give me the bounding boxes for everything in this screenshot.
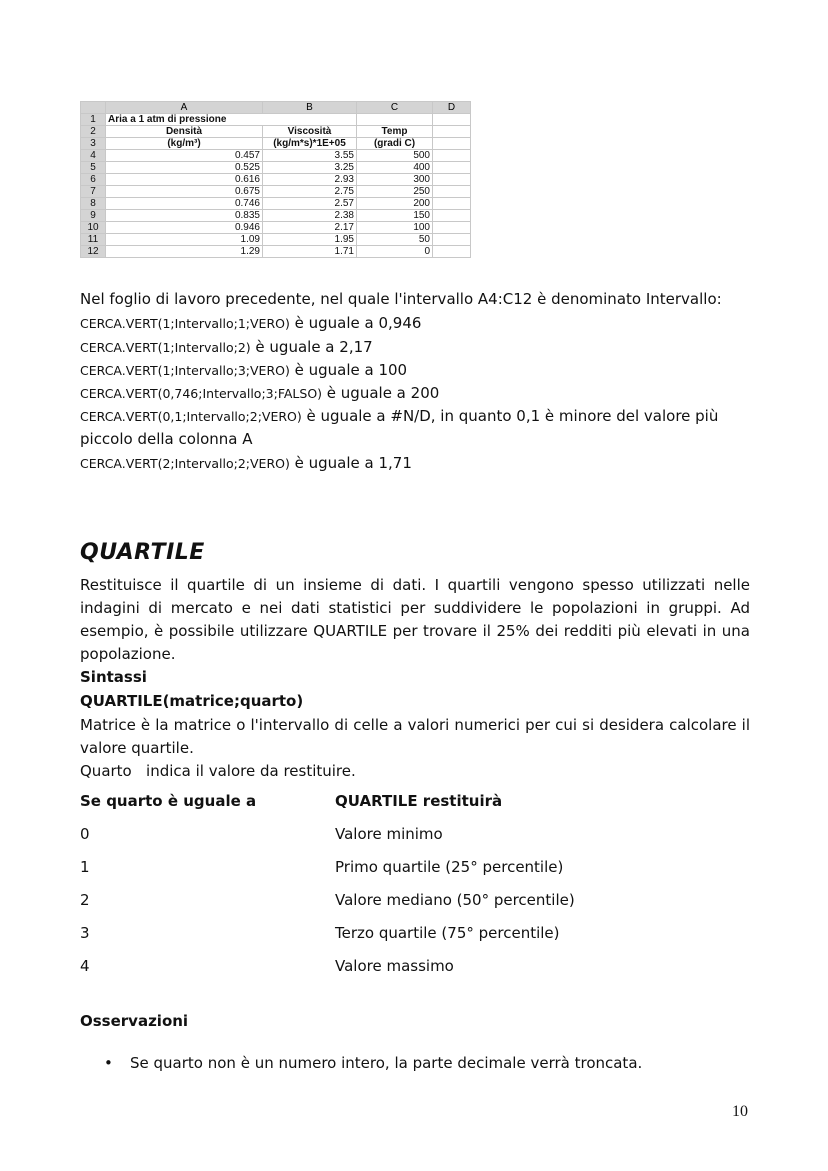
section-title: QUARTILE: [80, 540, 205, 565]
cell: [433, 138, 471, 150]
quarto-value: 1: [80, 858, 90, 876]
cell-density: 0.746: [106, 198, 263, 210]
matrice-description: Matrice è la matrice o l'intervallo di celle a valori numerici per cui si desidera calcolare il valore quartile.: [80, 716, 750, 757]
example-line: [80, 452, 750, 475]
cell-viscosity: 2.38: [263, 210, 357, 222]
observation-item: Se quarto non è un numero intero, la parte decimale verrà troncata.: [130, 1054, 643, 1072]
unit-cell-viscosity: (kg/m*s)*1E+05: [263, 138, 357, 150]
formula-text: CERCA.VERT(0,746;Intervallo;3;FALSO): [80, 386, 323, 401]
table-row: [81, 222, 471, 234]
cell-temp: 100: [357, 222, 433, 234]
column-header-d: D: [433, 102, 471, 114]
unit-cell-temp: (gradi C): [357, 138, 433, 150]
column-header-c: C: [357, 102, 433, 114]
result-text: piccolo della colonna A: [80, 430, 253, 448]
row-header: 4: [81, 150, 106, 162]
cell-viscosity: 2.17: [263, 222, 357, 234]
header-cell-density: Densità: [106, 126, 263, 138]
quartile-result: Valore mediano (50° percentile): [335, 891, 575, 909]
corner-cell: [81, 102, 106, 114]
bullet-icon: •: [104, 1054, 113, 1072]
row-header: 8: [81, 198, 106, 210]
table-row: [81, 150, 471, 162]
result-text: è uguale a 2,17: [250, 338, 373, 356]
formula-text: CERCA.VERT(2;Intervallo;2;VERO): [80, 456, 290, 471]
quarto-value: 4: [80, 957, 90, 975]
sheet-title-cell: Aria a 1 atm di pressione: [106, 114, 357, 126]
formula-text: CERCA.VERT(0,1;Intervallo;2;VERO): [80, 409, 302, 424]
example-line: [80, 428, 750, 451]
quarto-value: 3: [80, 924, 90, 942]
header-cell-temp: Temp: [357, 126, 433, 138]
table-row: [81, 210, 471, 222]
syntax-text: QUARTILE(matrice;quarto): [80, 692, 304, 710]
result-text: è uguale a 100: [289, 361, 408, 379]
cell: [433, 126, 471, 138]
table-row: [81, 174, 471, 186]
quarto-value: 2: [80, 891, 90, 909]
syntax-label: Sintassi: [80, 668, 147, 686]
cell: [433, 210, 471, 222]
row-header: 9: [81, 210, 106, 222]
quartile-result: Primo quartile (25° percentile): [335, 858, 564, 876]
column-header-a: A: [106, 102, 263, 114]
cell: [433, 246, 471, 258]
cell-density: 1.09: [106, 234, 263, 246]
intro-text: Nel foglio di lavoro precedente, nel quale l'intervallo A4:C12 è denominato Intervallo:: [80, 290, 722, 308]
cell: [433, 222, 471, 234]
cell-density: 0.616: [106, 174, 263, 186]
column-header-row: [81, 102, 471, 114]
page-number: 10: [732, 1103, 748, 1120]
table-row: [80, 957, 680, 981]
cell: [433, 150, 471, 162]
cell-temp: 300: [357, 174, 433, 186]
table-row: [80, 825, 680, 849]
row-header: 6: [81, 174, 106, 186]
cell-viscosity: 1.71: [263, 246, 357, 258]
quartile-result: Terzo quartile (75° percentile): [335, 924, 560, 942]
cell-density: 0.457: [106, 150, 263, 162]
cell: [433, 186, 471, 198]
row-header: 2: [81, 126, 106, 138]
header-result: QUARTILE restituirà: [335, 792, 503, 810]
formula-text: CERCA.VERT(1;Intervallo;2): [80, 340, 251, 355]
table-row: [81, 138, 471, 150]
table-row: [81, 198, 471, 210]
table-row: [81, 126, 471, 138]
cell: [357, 114, 433, 126]
formula-text: CERCA.VERT(1;Intervallo;3;VERO): [80, 363, 290, 378]
header-cell-viscosity: Viscosità: [263, 126, 357, 138]
row-header: 12: [81, 246, 106, 258]
example-line: [80, 312, 750, 335]
row-header: 3: [81, 138, 106, 150]
spreadsheet-table: [80, 101, 471, 258]
cell-temp: 200: [357, 198, 433, 210]
cell: [433, 162, 471, 174]
cell-viscosity: 3.25: [263, 162, 357, 174]
table-row: [80, 924, 680, 948]
cell-temp: 250: [357, 186, 433, 198]
cell-temp: 0: [357, 246, 433, 258]
example-line: [80, 359, 750, 382]
cell-density: 0.675: [106, 186, 263, 198]
result-text: è uguale a 200: [322, 384, 440, 402]
cell: [433, 234, 471, 246]
formula-text: CERCA.VERT(1;Intervallo;1;VERO): [80, 316, 290, 331]
example-line: [80, 405, 750, 428]
column-header-b: B: [263, 102, 357, 114]
cell-viscosity: 3.55: [263, 150, 357, 162]
cell-viscosity: 2.57: [263, 198, 357, 210]
unit-cell-density: (kg/m³): [106, 138, 263, 150]
quarto-value: 0: [80, 825, 90, 843]
quartile-table-header: [80, 792, 680, 816]
example-line: [80, 336, 750, 359]
table-row: [81, 234, 471, 246]
row-header: 7: [81, 186, 106, 198]
row-header: 5: [81, 162, 106, 174]
table-row: [81, 186, 471, 198]
description-paragraph: Restituisce il quartile di un insieme di dati. I quartili vengono spesso utilizzati nelle indagini di mercato e nei dati statistici per suddividere le popolazioni in gruppi. Ad esempio, è possibile utilizzare QUARTILE per trovare il 25% dei redditi più elevati in una popolazione.: [80, 576, 750, 663]
cell-density: 1.29: [106, 246, 263, 258]
cell-temp: 500: [357, 150, 433, 162]
cell-density: 0.835: [106, 210, 263, 222]
table-row: [80, 858, 680, 882]
cell-temp: 400: [357, 162, 433, 174]
cell-viscosity: 2.93: [263, 174, 357, 186]
result-text: è uguale a 0,946: [289, 314, 422, 332]
cell: [433, 198, 471, 210]
result-text: è uguale a #N/D, in quanto 0,1 è minore del valore più: [301, 407, 719, 425]
result-text: è uguale a 1,71: [289, 454, 412, 472]
cell: [433, 114, 471, 126]
table-row: [81, 162, 471, 174]
header-quarto: Se quarto è uguale a: [80, 792, 257, 810]
row-header: 1: [81, 114, 106, 126]
table-row: [81, 114, 471, 126]
quartile-result: Valore massimo: [335, 957, 454, 975]
row-header: 11: [81, 234, 106, 246]
cell: [433, 174, 471, 186]
observations-title: Osservazioni: [80, 1012, 189, 1030]
cell-density: 0.946: [106, 222, 263, 234]
cell-density: 0.525: [106, 162, 263, 174]
cell-temp: 150: [357, 210, 433, 222]
quarto-description: Quarto indica il valore da restituire.: [80, 762, 356, 780]
example-line: [80, 382, 750, 405]
table-row: [81, 246, 471, 258]
row-header: 10: [81, 222, 106, 234]
cell-viscosity: 1.95: [263, 234, 357, 246]
cell-viscosity: 2.75: [263, 186, 357, 198]
quartile-result: Valore minimo: [335, 825, 443, 843]
cell-temp: 50: [357, 234, 433, 246]
table-row: [80, 891, 680, 915]
